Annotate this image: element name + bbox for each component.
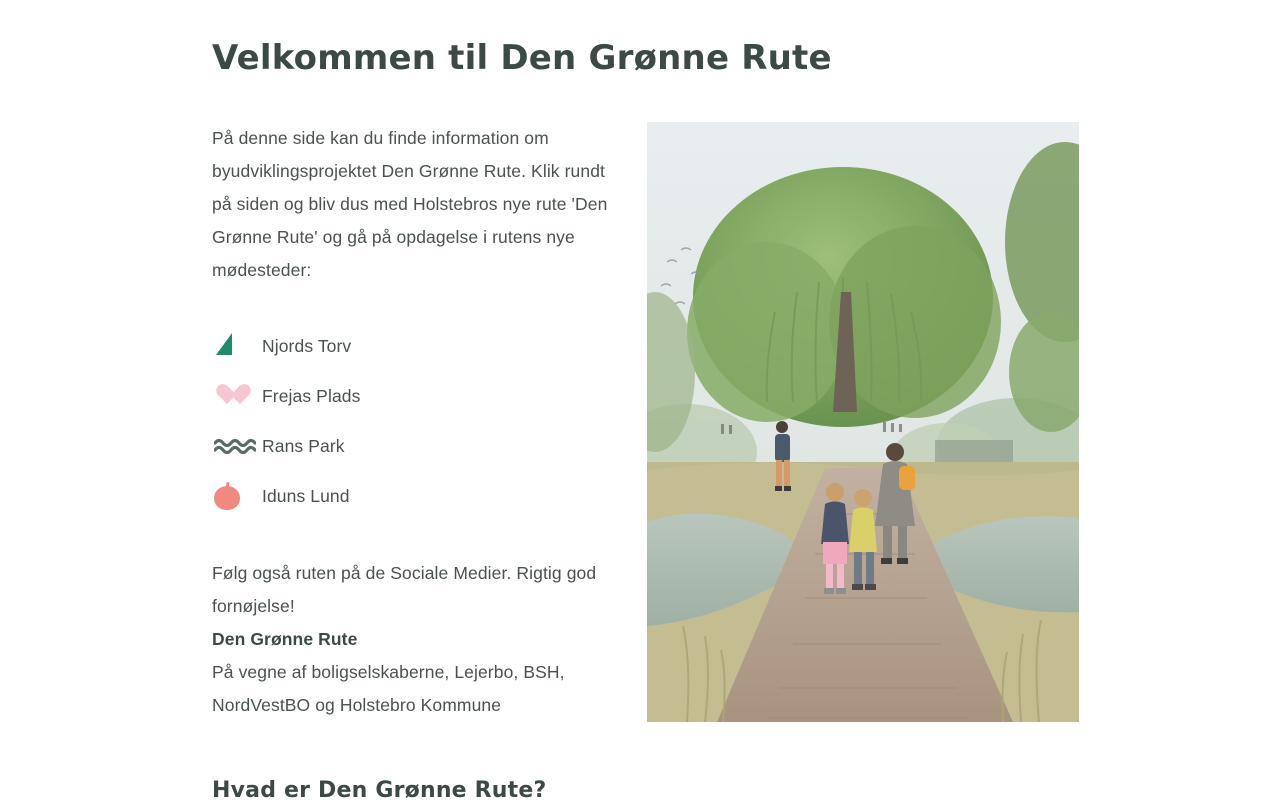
place-label: Njords Torv — [262, 335, 352, 356]
place-label: Frejas Plads — [262, 385, 361, 406]
place-label: Iduns Lund — [262, 485, 350, 506]
content-container — [212, 0, 1212, 722]
backpack — [899, 466, 915, 490]
list-item[interactable] — [212, 421, 627, 471]
list-item[interactable] — [212, 371, 627, 421]
closing-line-1: Følg også ruten på de Sociale Medier. Rigtig god fornøjelse! — [212, 563, 597, 617]
sailboat-icon — [212, 333, 256, 359]
apple-icon — [212, 482, 256, 510]
list-item[interactable] — [212, 471, 627, 521]
list-item[interactable] — [212, 321, 627, 371]
signature: Den Grønne Rute — [212, 629, 358, 650]
hero-illustration — [647, 122, 1079, 722]
text-column — [212, 122, 627, 722]
closing-block — [212, 557, 627, 722]
waves-icon — [212, 437, 256, 455]
places-list — [212, 321, 627, 521]
section-heading-next: Hvad er Den Grønne Rute? — [212, 778, 547, 800]
hero-image — [647, 122, 1079, 722]
closing-line-2: På vegne af boligselskaberne, Lejerbo, BSH, NordVestBO og Holstebro Kommune — [212, 662, 565, 716]
heart-icon — [212, 384, 256, 408]
page-title: Velkommen til Den Grønne Rute — [212, 38, 832, 78]
two-column-layout — [212, 122, 1212, 722]
place-label: Rans Park — [262, 435, 345, 456]
image-column — [647, 122, 1079, 722]
intro-paragraph: På denne side kan du finde information om byudviklingsprojektet Den Grønne Rute. Klik rundt på siden og bliv dus med Holstebros nye rute 'Den Grønne Rute' og gå på opdagelse i rutens nye mødesteder: — [212, 128, 608, 281]
